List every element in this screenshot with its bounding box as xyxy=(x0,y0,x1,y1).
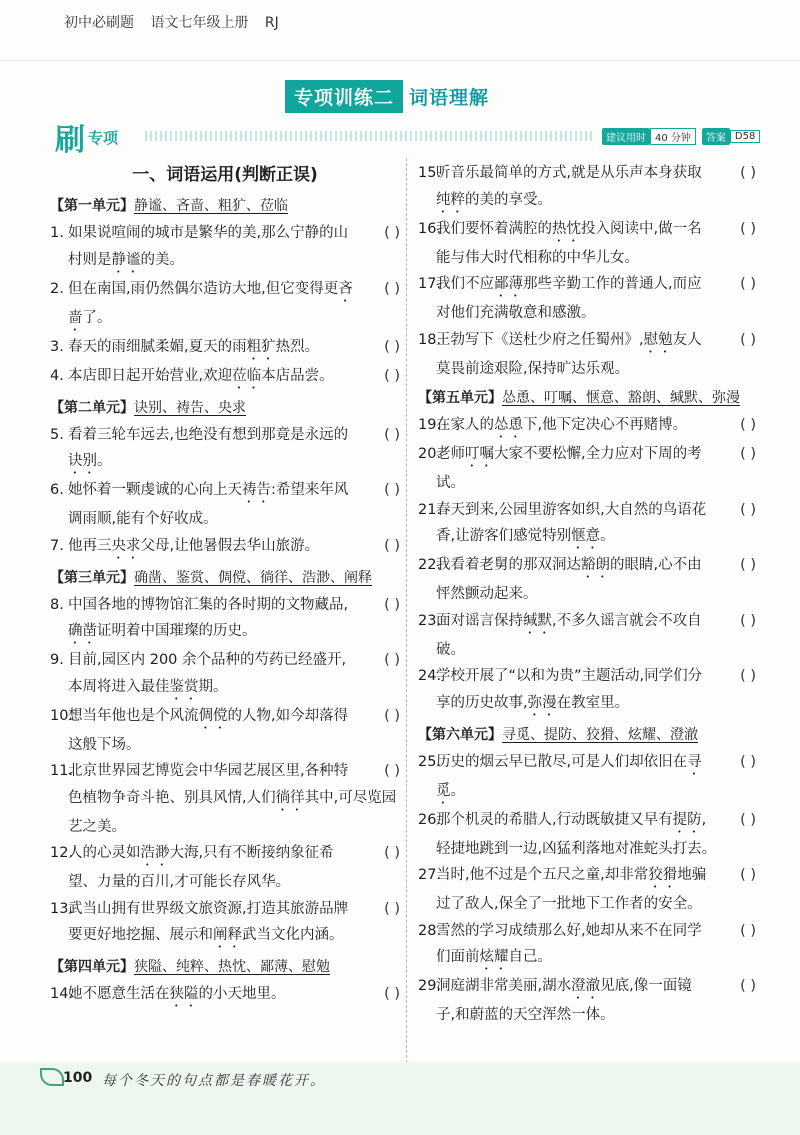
answer-blank[interactable]: ( ) xyxy=(384,596,400,613)
question-text: 学校开展了“以和为贵”主题活动,同学们分享的历史故事,弥漫在教室里。 xyxy=(436,668,703,711)
question-item xyxy=(50,703,400,759)
question-number: 10. xyxy=(50,707,74,724)
question-text: 但在南国,雨仍然偶尔造访大地,但它变得更吝啬了。 xyxy=(68,280,353,326)
question-number: 8. xyxy=(50,596,64,613)
question-number: 5. xyxy=(50,426,64,443)
unit-words: 寻觅、提防、狡猾、炫耀、澄澈 xyxy=(502,726,698,743)
question-item xyxy=(50,592,400,648)
question-text: 中国各地的博物馆汇集的各时期的文物藏品,确凿证明着中国璀璨的历史。 xyxy=(68,596,349,639)
question-number: 9. xyxy=(50,652,64,668)
answer-blank[interactable]: ( ) xyxy=(740,276,756,292)
answer-blank[interactable]: ( ) xyxy=(384,338,400,355)
question-item xyxy=(50,334,400,363)
question-number: 11. xyxy=(50,763,74,779)
column-divider xyxy=(406,158,407,1063)
answer-blank[interactable]: ( ) xyxy=(384,652,400,668)
answer-blank[interactable]: ( ) xyxy=(740,446,756,462)
unit-heading xyxy=(50,196,400,216)
answer-blank[interactable]: ( ) xyxy=(384,986,400,1002)
target-word: 鄙薄 xyxy=(494,276,523,292)
question-number: 1. xyxy=(50,225,64,241)
question-number: 2. xyxy=(50,280,64,297)
target-word: 怂恿 xyxy=(494,417,523,433)
question-number: 24. xyxy=(418,668,442,684)
question-text: 人的心灵如浩渺大海,只有不断接纳象征希望、力量的百川,才可能长存风华。 xyxy=(68,845,334,890)
running-header xyxy=(64,12,291,32)
question-text: 本店即日起开始营业,欢迎莅临本店品尝。 xyxy=(68,367,334,384)
question-number: 4. xyxy=(50,367,64,384)
target-word: 叮嘱 xyxy=(465,446,494,462)
target-word: 澄澈 xyxy=(571,978,601,994)
right-column xyxy=(418,160,756,1029)
answer-blank[interactable]: ( ) xyxy=(740,922,756,939)
question-text: 听音乐最简单的方式,就是从乐声本身获取纯粹的美的享受。 xyxy=(436,165,702,208)
unit-words: 静谧、吝啬、粗犷、莅临 xyxy=(134,198,288,214)
target-word: 弥漫 xyxy=(527,694,557,711)
question-text: 她怀着一颗虔诚的心向上天祷告:希望来年风调雨顺,能有个好收成。 xyxy=(68,482,349,527)
header-divider xyxy=(0,60,800,61)
question-number: 16. xyxy=(418,220,442,237)
unit-heading xyxy=(418,388,756,408)
left-column xyxy=(50,160,400,1010)
question-number: 27. xyxy=(418,867,442,883)
brush-banner xyxy=(55,120,119,158)
target-word: 徜徉 xyxy=(275,789,305,806)
question-text: 他再三央求父母,让他暑假去华山旅游。 xyxy=(68,537,320,554)
question-text: 北京世界园艺博览会中华园艺展区里,各种特色植物争奇斗艳、别具风情,人们徜徉其中,可尽览园艺之美。 xyxy=(68,763,397,835)
question-item xyxy=(418,749,756,807)
question-item xyxy=(50,758,400,840)
section-heading: 一、词语运用(判断正误) xyxy=(132,165,318,185)
question-item xyxy=(50,840,400,896)
question-text: 我看着老舅的那双洞达豁朗的眼睛,心不由怦然颤动起来。 xyxy=(436,557,702,602)
target-word: 确凿 xyxy=(68,623,97,639)
question-number: 3. xyxy=(50,338,64,355)
question-item xyxy=(50,363,400,392)
question-number: 17. xyxy=(418,276,442,292)
answer-blank[interactable]: ( ) xyxy=(384,537,400,554)
question-number: 28. xyxy=(418,922,442,939)
question-item xyxy=(418,441,756,497)
unit-label: 【第五单元】 xyxy=(418,390,502,406)
answer-blank[interactable]: ( ) xyxy=(384,763,400,779)
answer-blank[interactable]: ( ) xyxy=(384,900,400,917)
answer-blank[interactable]: ( ) xyxy=(740,417,756,433)
target-word: 提防 xyxy=(672,811,702,828)
target-word: 阐释 xyxy=(213,927,242,943)
question-text: 我们不应鄙薄那些辛勤工作的普通人,而应对他们充满敬意和感激。 xyxy=(436,276,702,321)
question-number: 7. xyxy=(50,537,64,554)
target-word: 祷告 xyxy=(242,482,271,498)
question-item xyxy=(418,216,756,272)
target-word: 粗犷 xyxy=(246,338,276,355)
question-number: 6. xyxy=(50,482,64,498)
question-item xyxy=(418,663,756,719)
question-text: 当时,他不过是个五尺之童,却非常狡猾地骗过了敌人,保全了一批地下工作者的安全。 xyxy=(436,867,707,912)
question-item xyxy=(50,647,400,703)
question-item xyxy=(418,160,756,216)
unit-label: 【第一单元】 xyxy=(50,198,134,214)
question-number: 26. xyxy=(418,811,442,828)
question-item xyxy=(50,981,400,1010)
target-word: 缄默 xyxy=(523,612,552,629)
answer-value: D58 xyxy=(730,130,760,143)
unit-heading xyxy=(50,568,400,588)
target-word: 狡猾 xyxy=(648,867,678,883)
question-text: 王勃写下《送杜少府之任蜀州》,慰勉友人莫畏前途艰险,保持旷达乐观。 xyxy=(436,331,702,377)
question-text: 在家人的怂恿下,他下定决心不再赌博。 xyxy=(436,417,688,433)
unit-label: 【第六单元】 xyxy=(418,726,502,743)
unit-heading xyxy=(418,725,756,745)
leaf-icon xyxy=(40,1068,64,1086)
target-word: 慰勉 xyxy=(643,331,673,348)
time-value: 40 分钟 xyxy=(650,128,696,145)
target-word: 寻觅 xyxy=(436,753,702,799)
info-tags xyxy=(602,128,766,145)
question-item xyxy=(418,327,756,383)
unit-words: 诀别、祷告、央求 xyxy=(134,399,246,416)
target-word: 吝啬 xyxy=(68,280,353,326)
time-label: 建议用时 xyxy=(602,128,650,145)
answer-label: 答案 xyxy=(702,128,730,145)
question-text: 我们要怀着满腔的热忱投入阅读中,做一名能与伟大时代相称的中华儿女。 xyxy=(436,220,702,266)
target-word: 狭隘 xyxy=(169,986,199,1002)
question-item xyxy=(418,918,756,974)
question-item xyxy=(418,973,756,1029)
question-text: 目前,园区内 200 余个品种的芍药已经盛开,本周将进入最佳鉴赏期。 xyxy=(68,652,347,695)
brush-icon: 刷 xyxy=(55,123,85,158)
question-number: 21. xyxy=(418,501,442,518)
answer-blank[interactable]: ( ) xyxy=(740,668,756,684)
question-text: 雪然的学习成绩那么好,她却从来不在同学们面前炫耀自己。 xyxy=(436,922,702,965)
question-item xyxy=(418,807,756,863)
edition-mark: RJ xyxy=(264,15,279,31)
answer-blank[interactable]: ( ) xyxy=(740,753,756,770)
target-word: 浩渺 xyxy=(140,845,170,861)
question-text: 历史的烟云早已散尽,可是人们却依旧在寻觅。 xyxy=(436,753,702,799)
question-number: 15. xyxy=(418,165,442,181)
unit-label: 【第三单元】 xyxy=(50,569,134,586)
target-word: 纯粹 xyxy=(436,191,465,208)
answer-blank[interactable]: ( ) xyxy=(384,482,400,498)
answer-blank[interactable]: ( ) xyxy=(384,280,400,297)
unit-heading xyxy=(50,398,400,418)
answer-blank[interactable]: ( ) xyxy=(740,501,756,518)
footer-slogan: 每个冬天的句点都是春暖花开。 xyxy=(102,1073,326,1089)
target-word: 热忱 xyxy=(552,220,581,237)
target-word: 炫耀 xyxy=(479,949,509,965)
question-text: 那个机灵的希腊人,行动既敏捷又早有提防,轻捷地跳到一边,凶猛利落地对准蛇头打去。 xyxy=(436,811,717,857)
answer-blank[interactable]: ( ) xyxy=(740,867,756,883)
target-word: 豁朗 xyxy=(581,557,610,573)
question-text: 她不愿意生活在狭隘的小天地里。 xyxy=(68,986,286,1002)
answer-blank[interactable]: ( ) xyxy=(384,225,400,241)
question-item xyxy=(418,497,756,553)
question-item xyxy=(418,608,756,664)
answer-blank[interactable]: ( ) xyxy=(740,557,756,573)
question-item xyxy=(50,477,400,533)
question-item xyxy=(50,276,400,334)
question-text: 洞庭湖非常美丽,湖水澄澈见底,像一面镜子,和蔚蓝的天空浑然一体。 xyxy=(436,978,692,1023)
target-word: 央求 xyxy=(111,537,141,554)
answer-blank[interactable]: ( ) xyxy=(384,367,400,384)
unit-words: 狭隘、纯粹、热忱、鄙薄、慰勉 xyxy=(134,959,330,975)
question-item xyxy=(418,271,756,327)
question-text: 武当山拥有世界级文旅资源,打造其旅游品牌要更好地挖掘、展示和阐释武当文化内涵。 xyxy=(68,900,349,943)
question-number: 20. xyxy=(418,446,442,462)
unit-words: 确凿、鉴赏、倜傥、徜徉、浩渺、阐释 xyxy=(134,569,372,586)
question-text: 春天到来,公园里游客如织,大自然的鸟语花香,让游客们感觉特别惬意。 xyxy=(436,501,707,544)
question-item xyxy=(418,862,756,918)
question-number: 29. xyxy=(418,978,442,994)
question-number: 14. xyxy=(50,986,74,1002)
title-text: 词语理解 xyxy=(409,86,490,109)
answer-blank[interactable]: ( ) xyxy=(740,331,756,348)
question-text: 面对谣言保持缄默,不多久谣言就会不攻自破。 xyxy=(436,612,702,658)
banner-hatch-decoration xyxy=(145,131,595,141)
question-number: 13. xyxy=(50,900,74,917)
answer-blank[interactable]: ( ) xyxy=(740,978,756,994)
question-text: 看着三轮车远去,也绝没有想到那竟是永远的诀别。 xyxy=(68,426,349,469)
target-word: 倜傥 xyxy=(198,707,228,724)
answer-blank[interactable]: ( ) xyxy=(740,612,756,629)
target-word: 惬意 xyxy=(571,528,601,544)
page-number: 100 xyxy=(63,1070,93,1086)
question-number: 18. xyxy=(418,331,442,348)
question-number: 23. xyxy=(418,612,442,629)
question-number: 25. xyxy=(418,753,442,770)
target-word: 静谧 xyxy=(111,251,141,268)
page-title xyxy=(285,80,489,112)
question-text: 如果说喧闹的城市是繁华的美,那么宁静的山村则是静谧的美。 xyxy=(68,225,349,268)
question-item xyxy=(50,533,400,562)
subject-name: 语文七年级上册 xyxy=(150,15,249,31)
question-item xyxy=(50,896,400,952)
target-word: 鉴赏 xyxy=(169,678,199,695)
question-text: 春天的雨细腻柔媚,夏天的雨粗犷热烈。 xyxy=(68,338,320,355)
title-badge: 专项训练二 xyxy=(285,80,403,113)
target-word: 诀别 xyxy=(68,453,97,469)
answer-blank[interactable]: ( ) xyxy=(740,811,756,828)
question-text: 老师叮嘱大家不要松懈,全力应对下周的考试。 xyxy=(436,446,702,491)
unit-heading xyxy=(50,957,400,977)
question-number: 12. xyxy=(50,845,74,861)
unit-label: 【第四单元】 xyxy=(50,959,134,975)
answer-blank[interactable]: ( ) xyxy=(384,426,400,443)
answer-blank[interactable]: ( ) xyxy=(740,220,756,237)
brush-label: 专项 xyxy=(88,128,119,147)
question-item xyxy=(50,220,400,276)
unit-label: 【第二单元】 xyxy=(50,399,134,416)
question-item xyxy=(50,422,400,478)
question-number: 19. xyxy=(418,417,442,433)
question-item xyxy=(418,552,756,608)
question-item xyxy=(418,412,756,441)
question-text: 想当年他也是个风流倜傥的人物,如今却落得这般下场。 xyxy=(68,707,349,753)
answer-blank[interactable]: ( ) xyxy=(740,165,756,181)
answer-blank[interactable]: ( ) xyxy=(384,845,400,861)
series-name: 初中必刷题 xyxy=(64,15,134,31)
unit-words: 怂恿、叮嘱、惬意、豁朗、缄默、弥漫 xyxy=(502,390,740,406)
target-word: 莅临 xyxy=(232,367,262,384)
question-number: 22. xyxy=(418,557,442,573)
answer-blank[interactable]: ( ) xyxy=(384,707,400,724)
